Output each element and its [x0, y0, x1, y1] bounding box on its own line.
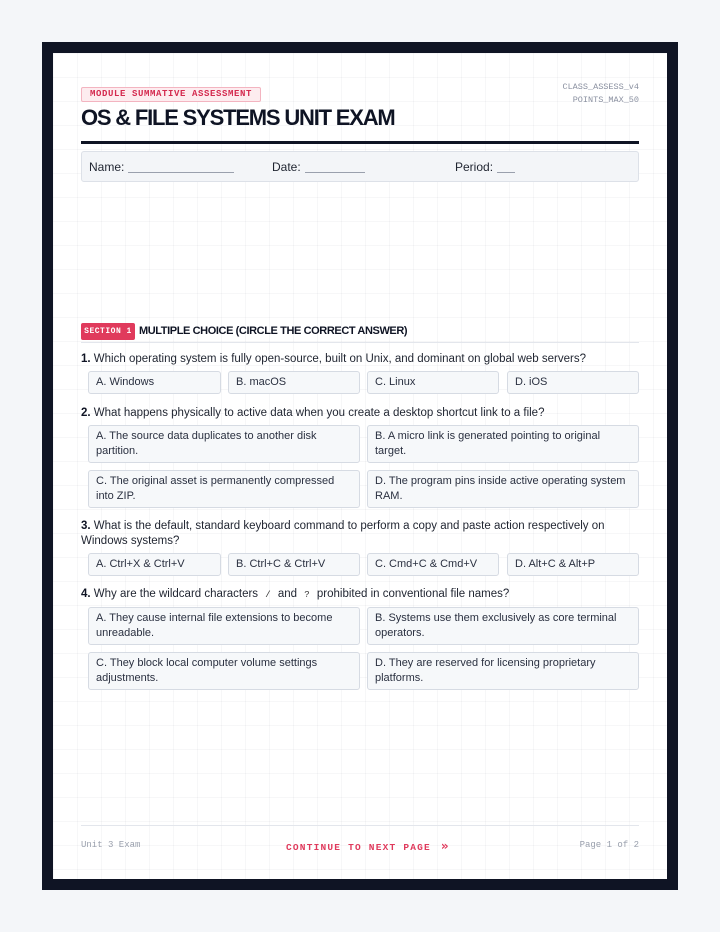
name-label: Name:: [89, 160, 125, 174]
exam-sheet: [53, 53, 667, 879]
assessment-tag: MODULE SUMMATIVE ASSESSMENT: [81, 87, 261, 102]
date-field[interactable]: [272, 160, 365, 174]
date-label: Date:: [272, 160, 301, 174]
q1-option-d[interactable]: D. iOS: [507, 371, 639, 394]
question-4: [81, 587, 639, 603]
q4-option-b[interactable]: B. Systems use them exclusively as core terminal operators.: [367, 607, 639, 645]
period-field[interactable]: [455, 160, 515, 174]
points-code: POINTS_MAX_50: [572, 95, 639, 105]
q1-option-c[interactable]: C. Linux: [367, 371, 499, 394]
period-label: Period:: [455, 160, 494, 174]
question-text-start: Why are the wildcard characters: [93, 588, 259, 600]
continue-link[interactable]: [286, 839, 450, 853]
question-text-end: prohibited in conventional file names?: [316, 588, 510, 600]
q3-option-b[interactable]: B. Ctrl+C & Ctrl+V: [228, 553, 360, 576]
question-3: [81, 519, 639, 549]
question-2: [81, 406, 639, 421]
q3-option-c[interactable]: C. Cmd+C & Cmd+V: [367, 553, 499, 576]
section-badge: SECTION 1: [81, 323, 135, 340]
q2-option-b[interactable]: B. A micro link is generated pointing to original target.: [367, 425, 639, 463]
title-divider: [81, 141, 639, 144]
double-chevron-right-icon: »: [440, 839, 450, 853]
q2-option-d[interactable]: D. The program pins inside active operating system RAM.: [367, 470, 639, 508]
q4-option-d[interactable]: D. They are reserved for licensing proprietary platforms.: [367, 652, 639, 690]
section-title: MULTIPLE CHOICE (CIRCLE THE CORRECT ANSWER): [139, 325, 408, 337]
question-text-and: and: [277, 588, 298, 600]
question-number: 3.: [81, 520, 91, 532]
continue-label: CONTINUE TO NEXT PAGE: [286, 842, 431, 853]
footer-exam-name: Unit 3 Exam: [81, 840, 141, 850]
q3-option-d[interactable]: D. Alt+C & Alt+P: [507, 553, 639, 576]
question-text: Which operating system is fully open-source, built on Unix, and dominant on global web servers?: [93, 353, 586, 365]
q2-option-a[interactable]: A. The source data duplicates to another disk partition.: [88, 425, 360, 463]
assessment-codes: [562, 81, 639, 107]
q1-option-b[interactable]: B. macOS: [228, 371, 360, 394]
page-number: Page 1 of 2: [579, 840, 639, 850]
question-number: 4.: [81, 588, 91, 600]
q4-option-a[interactable]: A. They cause internal file extensions to become unreadable.: [88, 607, 360, 645]
student-info-bar: [81, 151, 639, 182]
date-blank[interactable]: [305, 172, 365, 173]
question-mark-char: ?: [304, 590, 310, 600]
q1-option-a[interactable]: A. Windows: [88, 371, 221, 394]
slash-char: /: [265, 590, 271, 600]
q3-option-a[interactable]: A. Ctrl+X & Ctrl+V: [88, 553, 221, 576]
section-header: [81, 323, 639, 343]
exam-title: OS & FILE SYSTEMS UNIT EXAM: [81, 105, 395, 130]
page-footer: [81, 825, 639, 853]
question-text: What is the default, standard keyboard command to perform a copy and paste action respectively on Windows systems?: [81, 520, 605, 547]
question-number: 1.: [81, 353, 91, 365]
q4-option-c[interactable]: C. They block local computer volume settings adjustments.: [88, 652, 360, 690]
q2-option-c[interactable]: C. The original asset is permanently compressed into ZIP.: [88, 470, 360, 508]
period-blank[interactable]: [497, 172, 515, 173]
question-text: What happens physically to active data when you create a desktop shortcut link to a file?: [93, 407, 545, 419]
name-field[interactable]: [89, 160, 234, 174]
class-code: CLASS_ASSESS_v4: [562, 82, 639, 92]
question-number: 2.: [81, 407, 91, 419]
name-blank[interactable]: [128, 172, 234, 173]
question-1: [81, 352, 639, 367]
